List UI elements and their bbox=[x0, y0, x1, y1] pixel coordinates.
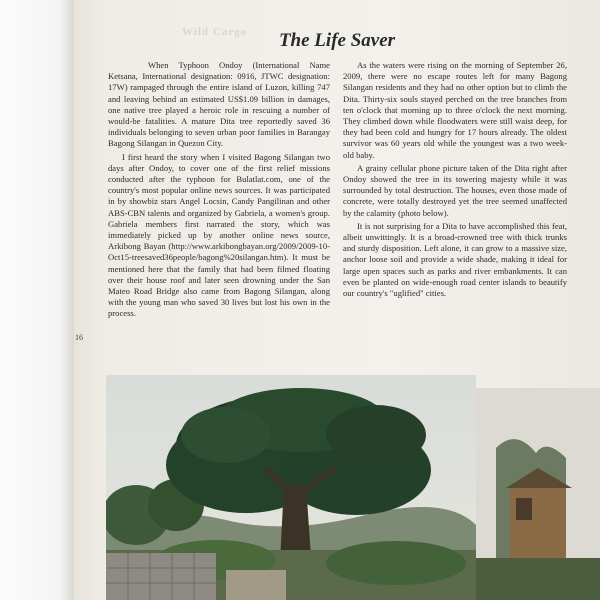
page-number: 16 bbox=[75, 333, 83, 342]
paragraph: I first heard the story when I visited Bagong Silangan two days after Ondoy, to cover one of the first relief missions conducted after the typhoon for Bulatlat.com, one of the country's most popular online news sources. It was participated in by showbiz stars Angel Locsin, Candy Pangilinan and other ABS-CBN talents and organized by Gabriela, a women's group. Gabriela members first narrated the story, which was immediately picked up by another online news source, Arkibong Bayan (http://www.arkibongbayan.org/2009/2009-10-Oct15-treesaved36people/bagong%20silangan.htm). It must be mentioned here that the family that had been filmed floating over their house roof and later seen drowning under the San Mateo Road Bridge also came from Bagong Silangan, along with the young man who saved 30 lives but lost his own in the process. bbox=[108, 151, 330, 319]
right-column bbox=[343, 60, 567, 301]
paragraph: A grainy cellular phone picture taken of the Dita right after Ondoy showed the tree in its towering majesty while it was surrounded by total destruction. The houses, even those made of concrete, were totally destroyed yet the tree seemed unaffected by the calamity (photo below). bbox=[343, 162, 567, 218]
hillside-illustration bbox=[476, 388, 600, 600]
paragraph: When Typhoon Ondoy (International Name Ketsana, International designation: 0916, JTWC designation: 17W) rampaged through the entire island of Luzon, killing 747 and leaving behind an estimated US$1.09 billion in damages, one native tree played a heroic role in rescuing a number of would-be fatalities. A mature Dita tree reportedly saved 36 individuals belonging to seven urban poor families in Barangay Bagong Silangan in Quezon City. bbox=[108, 60, 330, 149]
dita-tree-photo bbox=[106, 375, 476, 600]
hillside-photo-edge bbox=[476, 388, 600, 600]
paragraph: It is not surprising for a Dita to have accomplished this feat, albeit unwittingly. It is a broad-crowned tree with thick trunks and sturdy disposition. Left alone, it can grow to a massive size, anchor loose soil and provide a wide shade, making it ideal for large open spaces such as parks and river embankments. It can even be planted on wide-enough road center islands to beautify our country's "uglified" cities. bbox=[343, 220, 567, 299]
article-title: The Life Saver bbox=[278, 30, 396, 51]
tree-photo-illustration bbox=[106, 375, 476, 600]
book-page bbox=[74, 0, 600, 600]
scan-margin bbox=[0, 0, 74, 600]
paragraph: As the waters were rising on the morning of September 26, 2009, there were no escape routes left for many Bagong Silangan residents and they had no other option but to climb the Dita. Thirty-six souls stayed perched on the tree branches from ten o'clock that morning up to three o'clock the next morning. They climbed down while floodwaters were still waist deep, for they had been cold and hungry for 17 hours already. The oldest survivor was 60 years old while the youngest was a two week-old baby. bbox=[343, 60, 567, 160]
left-column bbox=[108, 60, 330, 322]
bleed-through-heading: Wild Cargo bbox=[182, 26, 248, 38]
